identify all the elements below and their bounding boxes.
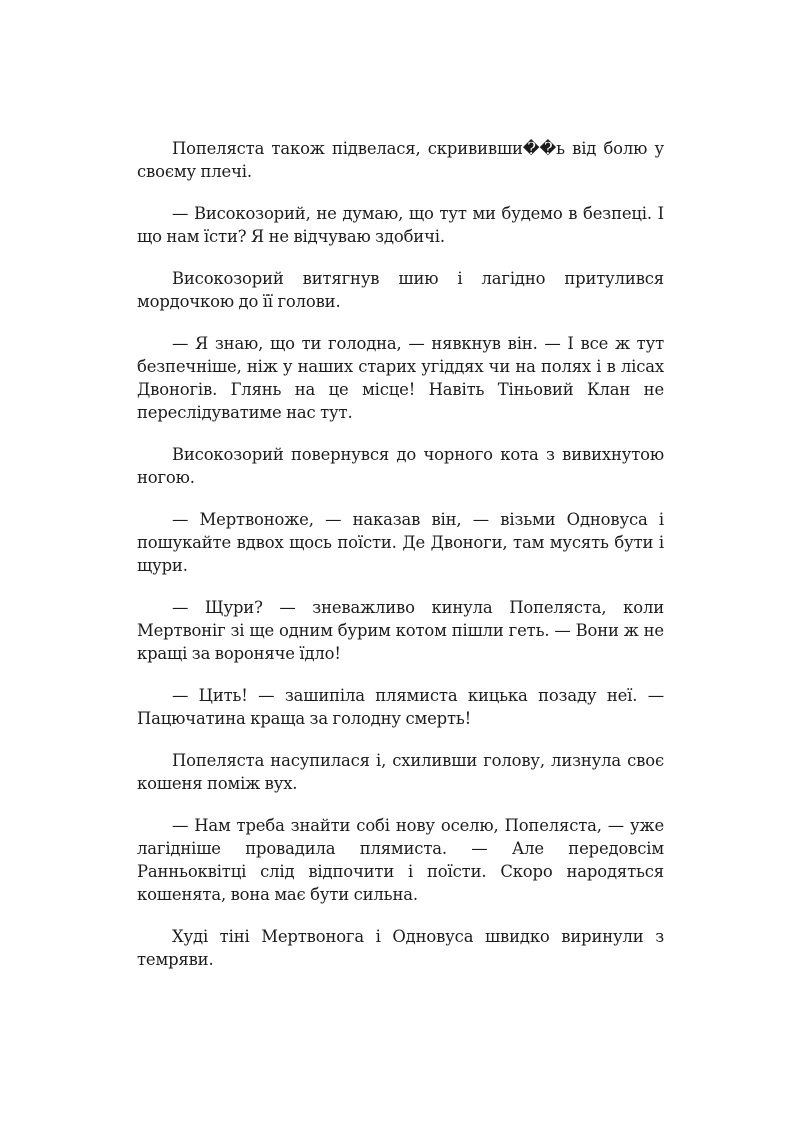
- paragraph-11: Худі тіні Мертвонога і Одновуса швидко виринули з темряви.: [137, 927, 664, 969]
- paragraph-8: — Цить! — зашипіла плямиста кицька позаду неї. — Пацючатина краща за голодну смерть!: [137, 686, 664, 728]
- paragraph-10: — Нам треба знайти собі нову оселю, Попеляста, — уже лагідніше провадила плямиста. — Але передовсім Ранньоквітці слід відпочити і поїсти. Скоро народяться кошенята, вона має бути сильна.: [137, 816, 664, 904]
- paragraph-5: Високозорий повернувся до чорного кота з вивихнутою ногою.: [137, 445, 664, 487]
- paragraph-2: — Високозорий, не думаю, що тут ми будемо в безпеці. І що нам їсти? Я не відчуваю здобичі.: [137, 204, 664, 246]
- paragraph-4: — Я знаю, що ти голодна, — нявкнув він. — І все ж тут безпечніше, ніж у наших старих угіддях чи на полях і в лісах Двоногів. Глянь на це місце! Навіть Тіньовий Клан не переслідуватиме нас тут.: [137, 334, 664, 422]
- paragraph-3: Високозорий витягнув шию і лагідно притулився мордочкою до її голови.: [137, 269, 664, 311]
- page-text: [137, 137, 664, 990]
- paragraph-1: Попеляста також підвелася, скрививши��ь від болю у своєму плечі.: [137, 139, 664, 181]
- paragraph-9: Попеляста насупилася і, схиливши голову, лизнула своє кошеня поміж вух.: [137, 751, 664, 793]
- paragraph-6: — Мертвоноже, — наказав він, — візьми Одновуса і пошукайте вдвох щось поїсти. Де Двоноги, там мусять бути і щури.: [137, 510, 664, 575]
- paragraph-7: — Щури? — зневажливо кинула Попеляста, коли Мертвоніг зі ще одним бурим котом пішли геть. — Вони ж не кращі за вороняче їдло!: [137, 598, 664, 663]
